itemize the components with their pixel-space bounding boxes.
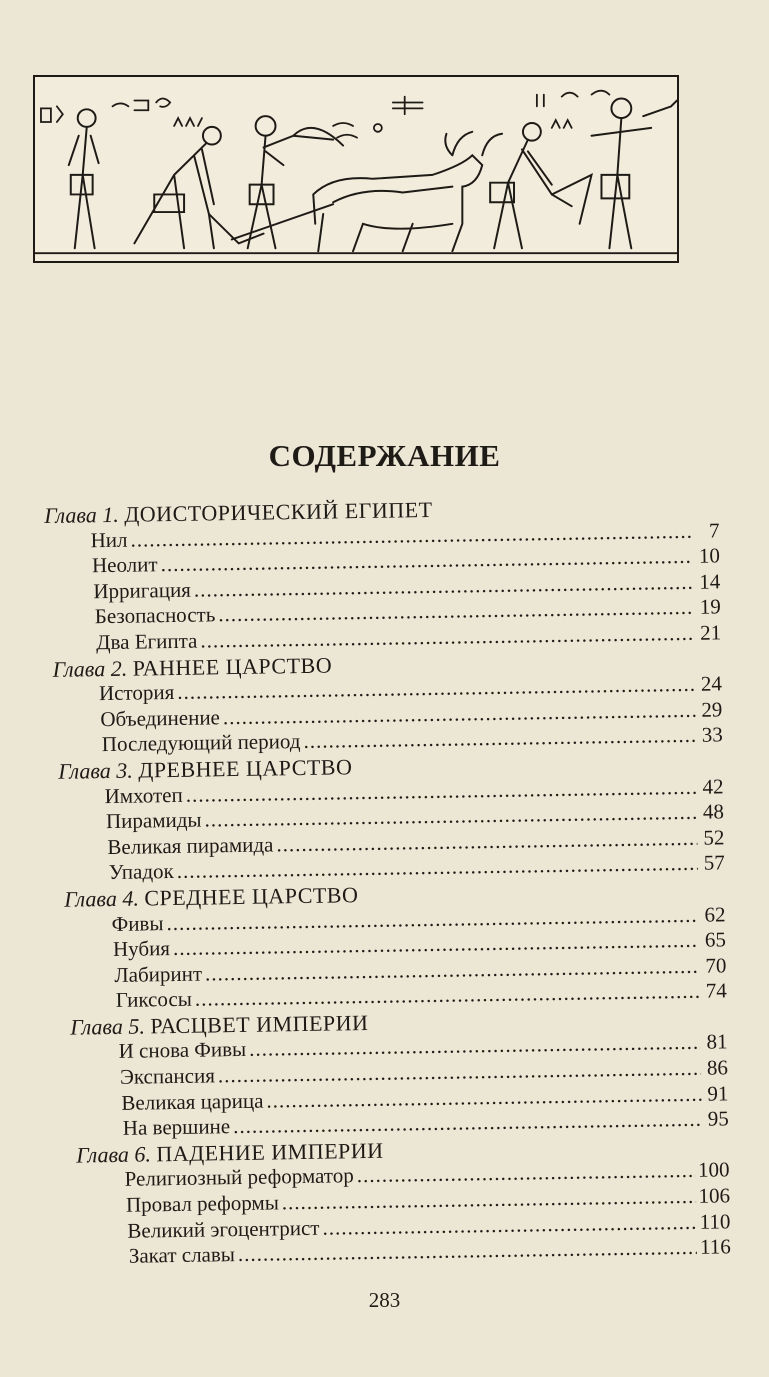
toc-entry-label: Великая пирамида xyxy=(107,832,274,859)
toc-page-number: 19 xyxy=(699,594,721,620)
toc-entry-label: Гиксосы xyxy=(115,987,193,1013)
chapter-title: ДРЕВНЕЕ ЦАРСТВО xyxy=(138,754,353,783)
page-number: 283 xyxy=(368,1288,401,1312)
toc-entry-label: На вершине xyxy=(122,1114,231,1141)
toc-entry-label: Великая царица xyxy=(121,1088,264,1115)
toc-entry-label: Религиозный реформатор xyxy=(124,1163,354,1192)
chapter-title: ДОИСТОРИЧЕСКИЙ ЕГИПЕТ xyxy=(124,496,433,527)
chapter-title: РАСЦВЕТ ИМПЕРИИ xyxy=(150,1009,369,1039)
toc-entry-label: Экспансия xyxy=(119,1063,216,1089)
toc-entry-label: Безопасность xyxy=(94,602,216,629)
toc-entry-label: Провал реформы xyxy=(125,1190,280,1217)
chapter-number: Глава 3. xyxy=(58,757,134,784)
toc-page-number: 62 xyxy=(704,901,726,927)
toc-entry-label: Нубия xyxy=(112,936,171,962)
toc-entry-label: Последующий период xyxy=(101,729,301,757)
toc-entry-label: Имхотеп xyxy=(104,782,183,808)
toc-entry-label: И снова Фивы xyxy=(118,1037,247,1064)
toc-page-number: 52 xyxy=(703,825,725,850)
chapter-number: Глава 5. xyxy=(70,1013,146,1040)
chapter-title: РАННЕЕ ЦАРСТВО xyxy=(132,652,333,681)
chapter-title: СРЕДНЕЕ ЦАРСТВО xyxy=(144,882,359,911)
toc-entry-label: Упадок xyxy=(108,859,174,885)
toc-entry-label: Лабиринт xyxy=(114,961,203,987)
table-of-contents xyxy=(44,492,731,1270)
toc-entry-label: Великий эгоцентрист xyxy=(127,1215,320,1243)
toc-page-number: 81 xyxy=(706,1029,728,1055)
toc-page-number: 21 xyxy=(699,620,722,645)
toc-entry-label: История xyxy=(98,680,175,706)
chapter-number: Глава 6. xyxy=(76,1141,152,1168)
toc-page-number: 10 xyxy=(698,543,721,568)
toc-entry-label: Закат славы xyxy=(128,1242,236,1268)
contents-title: СОДЕРЖАНИЕ xyxy=(268,438,501,473)
toc-page-number: 48 xyxy=(702,799,725,824)
toc-page-number: 33 xyxy=(701,722,723,748)
toc-entry-label: Объединение xyxy=(100,705,221,731)
toc-page-number: 42 xyxy=(702,773,724,799)
egyptian-frieze-illustration xyxy=(33,75,679,263)
toc-page-number: 116 xyxy=(699,1234,731,1260)
chapter-number: Глава 4. xyxy=(64,885,140,912)
toc-entry-label: Пирамиды xyxy=(105,807,202,834)
toc-page-number: 65 xyxy=(704,927,727,952)
toc-page-number: 86 xyxy=(706,1055,729,1080)
toc-entry-label: Два Египта xyxy=(96,628,198,655)
chapter-number: Глава 2. xyxy=(52,655,128,682)
toc-page-number: 106 xyxy=(698,1183,731,1208)
toc-entry-label: Фивы xyxy=(111,910,164,936)
toc-page-number: 110 xyxy=(699,1208,731,1234)
toc-page-number: 29 xyxy=(701,697,723,722)
toc-page-number: 7 xyxy=(708,517,720,543)
toc-page-number: 57 xyxy=(703,850,725,875)
toc-page-number: 95 xyxy=(707,1106,729,1131)
toc-page-number: 70 xyxy=(705,953,727,978)
chapter-number: Глава 1. xyxy=(44,501,119,528)
chapter-title: ПАДЕНИЕ ИМПЕРИИ xyxy=(156,1137,384,1167)
toc-entry-label: Ирригация xyxy=(93,577,192,604)
toc-entry-label: Нил xyxy=(90,527,128,552)
toc-page-number: 91 xyxy=(707,1080,729,1106)
toc-page-number: 24 xyxy=(700,671,723,696)
toc-entry-label: Неолит xyxy=(91,552,158,578)
toc-page-number: 74 xyxy=(705,978,727,1003)
toc-page-number: 100 xyxy=(697,1157,730,1183)
toc-page-number: 14 xyxy=(699,569,721,594)
